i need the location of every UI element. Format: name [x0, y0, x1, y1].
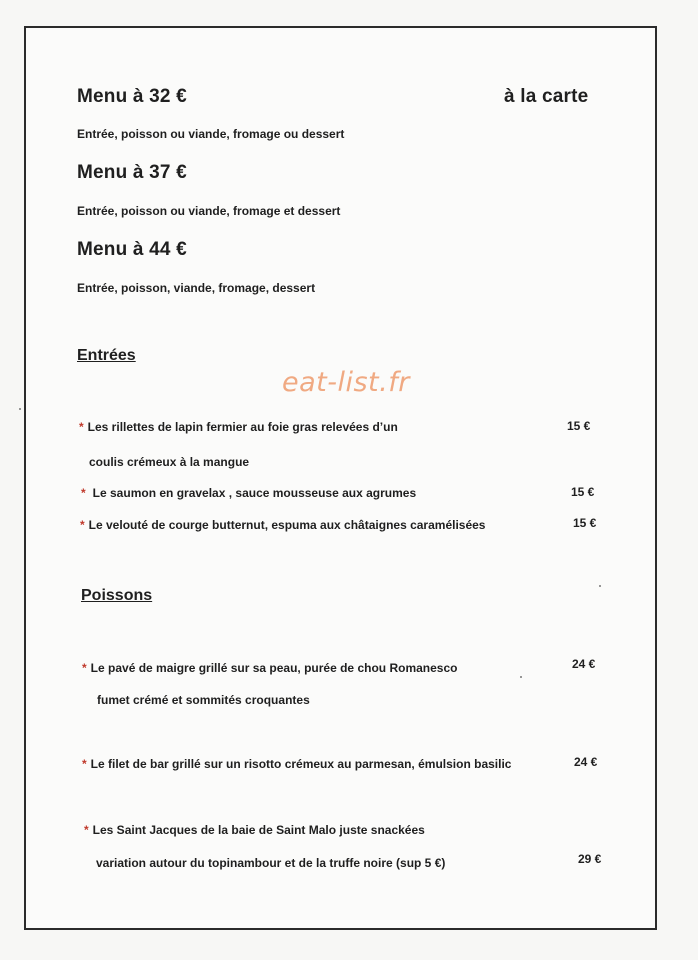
- entree-item-1-price: 15 €: [567, 419, 591, 433]
- scan-speck: [19, 408, 21, 410]
- poisson-item-1-price: 24 €: [572, 657, 596, 671]
- poisson-item-3-price: 29 €: [578, 852, 602, 866]
- entree-item-2-price: 15 €: [571, 485, 595, 499]
- menu-title-2: Menu à 37 €: [77, 162, 187, 183]
- bullet-star: *: [81, 486, 86, 500]
- menu-desc-3: Entrée, poisson, viande, fromage, dessert: [77, 281, 316, 295]
- poisson-item-2-price: 24 €: [574, 755, 598, 769]
- poisson-item-3-line2: variation autour du topinambour et de la truffe noire (sup 5 €): [96, 856, 446, 870]
- scan-speck: [520, 676, 522, 678]
- scan-speck: [599, 585, 601, 587]
- bullet-star: *: [82, 757, 87, 771]
- menu-title-3: Menu à 44 €: [77, 239, 187, 260]
- watermark: eat-list.fr: [282, 367, 410, 398]
- entree-item-3: * Le velouté de courge butternut, espuma aux châtaignes caramélisées: [80, 518, 486, 532]
- a-la-carte-title: à la carte: [504, 86, 589, 107]
- entree-item-1-line2: coulis crémeux à la mangue: [89, 455, 250, 469]
- menu-desc-1: Entrée, poisson ou viande, fromage ou dessert: [77, 127, 345, 141]
- poisson-item-1-line2: fumet crémé et sommités croquantes: [97, 693, 310, 707]
- poisson-item-3-line1: * Les Saint Jacques de la baie de Saint Malo juste snackées: [84, 823, 425, 837]
- poisson-item-1-line1: * Le pavé de maigre grillé sur sa peau, purée de chou Romanesco: [82, 661, 458, 675]
- menu-desc-2: Entrée, poisson ou viande, fromage et dessert: [77, 204, 341, 218]
- entree-item-1-line1: * Les rillettes de lapin fermier au foie gras relevées d’un: [79, 420, 398, 434]
- poisson-item-2: * Le filet de bar grillé sur un risotto crémeux au parmesan, émulsion basilic: [82, 757, 512, 771]
- poissons-heading: Poissons: [81, 587, 153, 604]
- bullet-star: *: [82, 661, 87, 675]
- entree-item-2: * Le saumon en gravelax , sauce mousseuse aux agrumes: [81, 486, 417, 500]
- menu-title-1: Menu à 32 €: [77, 86, 187, 107]
- entrees-heading: Entrées: [77, 347, 136, 364]
- bullet-star: *: [84, 823, 89, 837]
- entree-item-3-price: 15 €: [573, 516, 597, 530]
- bullet-star: *: [79, 420, 84, 434]
- bullet-star: *: [80, 518, 85, 532]
